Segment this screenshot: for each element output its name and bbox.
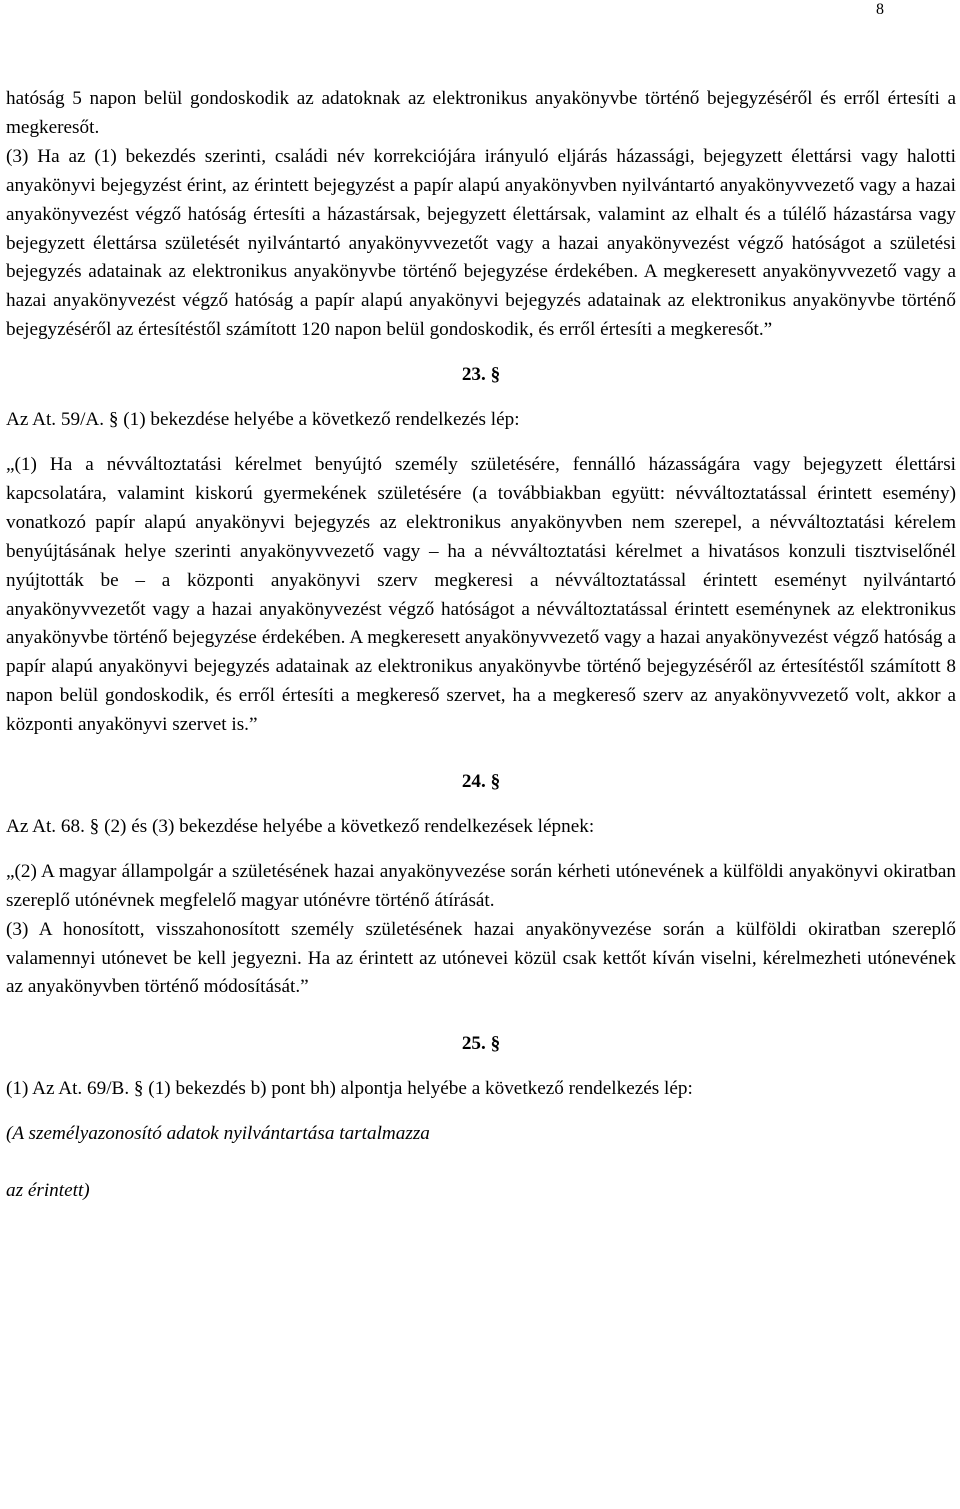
document-body: [6, 85, 956, 1206]
section-heading-25: 25. §: [461, 1033, 501, 1055]
paragraph-continuation: hatóság 5 napon belül gondoskodik az adatoknak az elektronikus anyakönyvbe történő bejegyzéséről és erről értesíti a megkeresőt.: [6, 88, 956, 138]
section-heading-24: 24. §: [461, 771, 501, 793]
paragraph-quoted-provision-3: (3) A honosított, visszahonosított személy születésének hazai anyakönyvezése során a külföldi okiratban szereplő valamennyi utónevet be kell jegyezni. Ha az érintett az utónevei közül csak kettőt kíván viselni, kérelmezheti utónevének az anyakönyvben történő módosítását.”: [6, 918, 956, 998]
paragraph-section-3: (3) Ha az (1) bekezdés szerinti, családi név korrekciójára irányuló eljárás házassági, bejegyzett élettársi vagy halotti anyakönyvi bejegyzést érint, az érintett bejegyzést a papír alapú anyakönyvben nyilvántartó anyakönyvvezető vagy a hazai anyakönyvezést végző hatóság értesíti a házastársak, bejegyzett élettársak, valamint az elhalt és a túlélő házastársa vagy bejegyzett élettársa születését nyilvántartó anyakönyvvezetőt vagy a hazai anyakönyvezést végző hatóságot a születési bejegyzés adatainak az elektronikus anyakönyvbe történő bejegyzése érdekében. A megkeresett anyakönyvvezető vagy a hazai anyakönyvezést végző hatóság a papír alapú anyakönyvi bejegyzés adatainak az elektronikus anyakönyvbe történő bejegyzéséről az értesítéstől számított 120 napon belül gondoskodik, és erről értesíti a megkeresőt.”: [6, 145, 956, 341]
paragraph-amendment-69b: (1) Az At. 69/B. § (1) bekezdés b) pont bh) alpontja helyébe a következő rendelkezés lép:: [6, 1078, 693, 1100]
paragraph-italic-intro: (A személyazonosító adatok nyilvántartása tartalmazza: [6, 1123, 430, 1145]
paragraph-amendment-68: Az At. 68. § (2) és (3) bekezdése helyébe a következő rendelkezések lépnek:: [6, 815, 595, 837]
paragraph-quoted-provision-2: „(2) A magyar állampolgár a születésének hazai anyakönyvezése során kérheti utónevének a külföldi anyakönyvi okiratban szereplő utónévnek megfelelő magyar utónévre történő átírását.: [6, 860, 956, 911]
page-number: 8: [876, 1, 884, 18]
paragraph-amendment-59a: Az At. 59/A. § (1) bekezdése helyébe a következő rendelkezés lép:: [6, 409, 520, 431]
section-heading-23: 23. §: [461, 364, 501, 386]
paragraph-quoted-provision-1: „(1) Ha a névváltoztatási kérelmet benyújtó személy születésére, fennálló házasságára vagy bejegyzett élettársi kapcsolatára, valamint kiskorú gyermekének születésére (a továbbiakban együtt: névváltoztatással érintett esemény) vonatkozó papír alapú anyakönyvi bejegyzés az elektronikus anyakönyvben nem szerepel, a névváltoztatási kérelem benyújtásának helye szerinti anyakönyvvezető vagy – ha a névváltoztatási kérelmet a hivatásos konzuli tisztviselőnél nyújtották be – a központi anyakönyvi szerv megkeresi a névváltoztatással érintett eseményt nyilvántartó anyakönyvvezetőt vagy a hazai anyakönyvezést végző hatóságot a névváltoztatással érintett eseménynek az elektronikus anyakönyvbe történő bejegyzése érdekében. A megkeresett anyakönyvvezető vagy a hazai anyakönyvezést végző hatóság a papír alapú anyakönyvi bejegyzés adatainak az elektronikus anyakönyvbe történő bejegyzéséről az értesítéstől számított 8 napon belül gondoskodik, és erről értesíti a megkereső szervet, ha a megkereső szerv az anyakönyvvezető volt, akkor a központi anyakönyvi szervet is.”: [6, 453, 956, 736]
paragraph-italic-subject: az érintett): [6, 1180, 90, 1202]
